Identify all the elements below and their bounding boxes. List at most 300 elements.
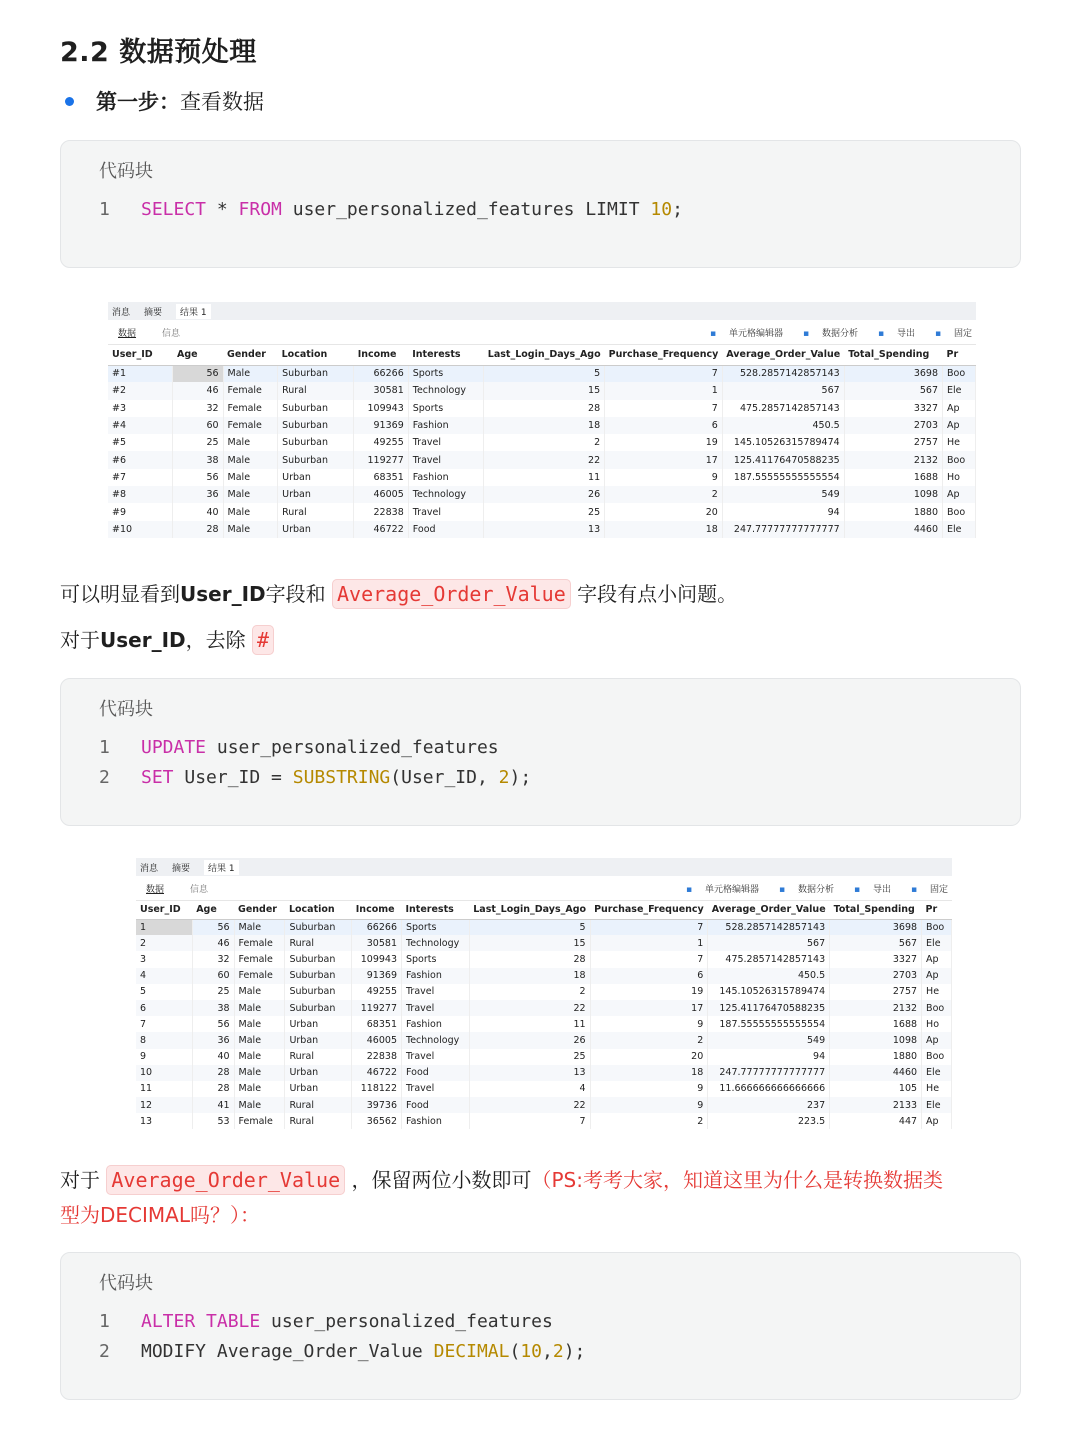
result-tab[interactable]: 摘要	[172, 863, 191, 874]
table-cell[interactable]: 2703	[844, 417, 942, 434]
table-cell[interactable]: Suburban	[278, 417, 354, 434]
table-row[interactable]	[108, 434, 976, 451]
table-cell[interactable]: Male	[234, 919, 285, 935]
table-cell[interactable]: 2	[484, 434, 605, 451]
column-header[interactable]: Age	[192, 901, 234, 919]
table-cell[interactable]: 18	[484, 417, 605, 434]
table-cell[interactable]: 11	[469, 1016, 590, 1032]
table-cell[interactable]: 7	[590, 919, 708, 935]
table-cell[interactable]: 549	[708, 1032, 830, 1048]
column-header[interactable]: Age	[173, 345, 223, 365]
table-cell[interactable]: 25	[192, 984, 234, 1000]
table-cell[interactable]: Female	[234, 968, 285, 984]
table-cell[interactable]: 17	[590, 1000, 708, 1016]
table-cell[interactable]: 18	[469, 968, 590, 984]
table-cell[interactable]: Boo	[922, 919, 952, 935]
table-cell[interactable]: Male	[223, 451, 278, 468]
table-cell[interactable]: 1880	[844, 503, 942, 520]
table-cell[interactable]: Male	[234, 1065, 285, 1081]
table-cell[interactable]: #5	[108, 434, 173, 451]
table-cell[interactable]: Ap	[943, 417, 976, 434]
table-cell[interactable]: 2	[590, 1113, 708, 1129]
table-cell[interactable]: 2757	[830, 984, 922, 1000]
table-cell[interactable]: Ho	[943, 469, 976, 486]
table-cell[interactable]: 32	[173, 400, 223, 417]
table-cell[interactable]: 118122	[352, 1081, 402, 1097]
table-cell[interactable]: 15	[484, 382, 605, 399]
table-cell[interactable]: Female	[234, 951, 285, 967]
table-cell[interactable]: 11.666666666666666	[708, 1081, 830, 1097]
table-cell[interactable]: Rural	[285, 1097, 352, 1113]
table-cell[interactable]: 53	[192, 1113, 234, 1129]
table-cell[interactable]: 1688	[844, 469, 942, 486]
table-cell[interactable]: Suburban	[285, 984, 352, 1000]
table-cell[interactable]: Fashion	[402, 968, 470, 984]
table-cell[interactable]: 4460	[830, 1065, 922, 1081]
table-cell[interactable]: 109943	[352, 951, 402, 967]
table-cell[interactable]: 3327	[830, 951, 922, 967]
table-cell[interactable]: Sports	[402, 919, 470, 935]
table-row[interactable]	[108, 417, 976, 434]
table-cell[interactable]: 125.41176470588235	[708, 1000, 830, 1016]
toolbar-pin-icon-button[interactable]: ▪ 固定	[911, 885, 948, 895]
table-cell[interactable]: 4	[136, 968, 192, 984]
toolbar-chart-icon-button[interactable]: ▪ 数据分析	[779, 885, 834, 895]
table-cell[interactable]: Boo	[943, 503, 976, 520]
table-cell[interactable]: 247.77777777777777	[722, 521, 844, 538]
table-cell[interactable]: 46722	[352, 1065, 402, 1081]
table-cell[interactable]: Technology	[402, 1032, 470, 1048]
table-cell[interactable]: Food	[402, 1065, 470, 1081]
table-cell[interactable]: #4	[108, 417, 173, 434]
table-row[interactable]	[108, 365, 976, 382]
column-header[interactable]: Location	[285, 901, 352, 919]
table-cell[interactable]: 68351	[354, 469, 409, 486]
table-cell[interactable]: Ho	[922, 1016, 952, 1032]
column-header[interactable]: Gender	[234, 901, 285, 919]
table-cell[interactable]: Suburban	[285, 951, 352, 967]
table-cell[interactable]: Ele	[922, 1065, 952, 1081]
table-cell[interactable]: Travel	[408, 503, 484, 520]
table-cell[interactable]: Boo	[943, 451, 976, 468]
table-cell[interactable]: 9	[590, 1097, 708, 1113]
table-cell[interactable]: Sports	[408, 365, 484, 382]
toolbar-chart-icon-button[interactable]: ▪ 数据分析	[803, 329, 858, 339]
table-cell[interactable]: 25	[469, 1049, 590, 1065]
table-cell[interactable]: 68351	[352, 1016, 402, 1032]
table-cell[interactable]: Male	[234, 1032, 285, 1048]
table-cell[interactable]: 7	[605, 365, 723, 382]
table-cell[interactable]: 2	[136, 935, 192, 951]
table-cell[interactable]: 9	[590, 1016, 708, 1032]
table-cell[interactable]: Ap	[922, 968, 952, 984]
table-cell[interactable]: Suburban	[278, 434, 354, 451]
table-cell[interactable]: Rural	[285, 1113, 352, 1129]
table-row[interactable]	[136, 935, 952, 951]
table-cell[interactable]: 105	[830, 1081, 922, 1097]
table-row[interactable]	[136, 1065, 952, 1081]
table-cell[interactable]: Ele	[943, 382, 976, 399]
table-cell[interactable]: 40	[173, 503, 223, 520]
table-cell[interactable]: Urban	[285, 1065, 352, 1081]
table-cell[interactable]: 91369	[352, 968, 402, 984]
table-cell[interactable]: 145.10526315789474	[708, 984, 830, 1000]
column-header[interactable]: Average_Order_Value	[722, 345, 844, 365]
table-cell[interactable]: 9	[136, 1049, 192, 1065]
table-cell[interactable]: He	[922, 984, 952, 1000]
table-cell[interactable]: 6	[136, 1000, 192, 1016]
table-cell[interactable]: 2703	[830, 968, 922, 984]
table-cell[interactable]: 528.2857142857143	[708, 919, 830, 935]
table-row[interactable]	[108, 400, 976, 417]
table-cell[interactable]: 125.41176470588235	[722, 451, 844, 468]
table-cell[interactable]: 7	[590, 951, 708, 967]
column-header[interactable]: Pr	[922, 901, 952, 919]
table-row[interactable]	[108, 469, 976, 486]
table-cell[interactable]: 30581	[352, 935, 402, 951]
table-cell[interactable]: 49255	[352, 984, 402, 1000]
table-cell[interactable]: 13	[469, 1065, 590, 1081]
table-cell[interactable]: Ele	[922, 935, 952, 951]
column-header[interactable]: Purchase_Frequency	[605, 345, 723, 365]
table-cell[interactable]: 12	[136, 1097, 192, 1113]
table-cell[interactable]: 28	[173, 521, 223, 538]
table-cell[interactable]: Ap	[922, 1113, 952, 1129]
table-cell[interactable]: Ap	[922, 951, 952, 967]
table-cell[interactable]: 18	[605, 521, 723, 538]
table-cell[interactable]: Suburban	[285, 919, 352, 935]
table-cell[interactable]: #7	[108, 469, 173, 486]
table-cell[interactable]: 25	[173, 434, 223, 451]
table-cell[interactable]: Fashion	[408, 417, 484, 434]
table-cell[interactable]: 187.55555555555554	[708, 1016, 830, 1032]
column-header[interactable]: Gender	[223, 345, 278, 365]
table-cell[interactable]: 46	[192, 935, 234, 951]
table-cell[interactable]: Male	[234, 1081, 285, 1097]
table-row[interactable]	[136, 984, 952, 1000]
table-cell[interactable]: Sports	[408, 400, 484, 417]
table-row[interactable]	[136, 919, 952, 935]
table-cell[interactable]: Ap	[943, 400, 976, 417]
table-cell[interactable]: Urban	[278, 469, 354, 486]
column-header[interactable]: Average_Order_Value	[708, 901, 830, 919]
table-cell[interactable]: Male	[234, 1049, 285, 1065]
table-cell[interactable]: 46005	[352, 1032, 402, 1048]
table-cell[interactable]: 22	[469, 1097, 590, 1113]
table-cell[interactable]: 1098	[844, 486, 942, 503]
table-row[interactable]	[136, 1081, 952, 1097]
table-cell[interactable]: Suburban	[285, 968, 352, 984]
table-cell[interactable]: Ap	[943, 486, 976, 503]
result-tab[interactable]: 结果 1	[176, 304, 211, 319]
table-cell[interactable]: 46	[173, 382, 223, 399]
table-cell[interactable]: Male	[223, 365, 278, 382]
table-cell[interactable]: 11	[484, 469, 605, 486]
table-cell[interactable]: 3698	[844, 365, 942, 382]
column-header[interactable]: Income	[352, 901, 402, 919]
table-cell[interactable]: 10	[136, 1065, 192, 1081]
table-cell[interactable]: 49255	[354, 434, 409, 451]
table-cell[interactable]: Male	[234, 984, 285, 1000]
table-cell[interactable]: 447	[830, 1113, 922, 1129]
table-cell[interactable]: 3698	[830, 919, 922, 935]
table-cell[interactable]: Female	[223, 382, 278, 399]
toolbar-edit-icon-button[interactable]: ▪ 单元格编辑器	[686, 885, 759, 895]
column-header[interactable]: Total_Spending	[830, 901, 922, 919]
table-cell[interactable]: 94	[722, 503, 844, 520]
table-cell[interactable]: 22838	[352, 1049, 402, 1065]
table-cell[interactable]: 36	[192, 1032, 234, 1048]
table-cell[interactable]: 5	[484, 365, 605, 382]
subtab[interactable]: 数据	[146, 884, 165, 895]
table-cell[interactable]: 28	[469, 951, 590, 967]
table-cell[interactable]: Rural	[278, 503, 354, 520]
table-cell[interactable]: 549	[722, 486, 844, 503]
table-cell[interactable]: Male	[223, 503, 278, 520]
table-cell[interactable]: Food	[408, 521, 484, 538]
table-cell[interactable]: 15	[469, 935, 590, 951]
table-cell[interactable]: 2	[469, 984, 590, 1000]
table-cell[interactable]: 66266	[352, 919, 402, 935]
table-cell[interactable]: Fashion	[402, 1016, 470, 1032]
table-cell[interactable]: 36562	[352, 1113, 402, 1129]
table-cell[interactable]: Food	[402, 1097, 470, 1113]
table-cell[interactable]: Travel	[408, 434, 484, 451]
table-cell[interactable]: 9	[590, 1081, 708, 1097]
table-cell[interactable]: 475.2857142857143	[722, 400, 844, 417]
table-cell[interactable]: 19	[605, 434, 723, 451]
result-tab[interactable]: 消息	[112, 307, 131, 318]
table-cell[interactable]: #10	[108, 521, 173, 538]
table-cell[interactable]: 1880	[830, 1049, 922, 1065]
table-cell[interactable]: 2	[605, 486, 723, 503]
table-cell[interactable]: Ap	[922, 1032, 952, 1048]
table-cell[interactable]: 26	[469, 1032, 590, 1048]
table-cell[interactable]: 13	[136, 1113, 192, 1129]
table-cell[interactable]: 39736	[352, 1097, 402, 1113]
table-cell[interactable]: Urban	[285, 1032, 352, 1048]
table-cell[interactable]: 6	[605, 417, 723, 434]
table-cell[interactable]: #3	[108, 400, 173, 417]
column-header[interactable]: Pr	[943, 345, 976, 365]
table-cell[interactable]: Male	[223, 469, 278, 486]
table-cell[interactable]: 1688	[830, 1016, 922, 1032]
table-cell[interactable]: 20	[605, 503, 723, 520]
table-cell[interactable]: 567	[830, 935, 922, 951]
table-cell[interactable]: 567	[708, 935, 830, 951]
table-cell[interactable]: 19	[590, 984, 708, 1000]
table-cell[interactable]: Female	[223, 417, 278, 434]
table-cell[interactable]: 56	[192, 919, 234, 935]
table-cell[interactable]: 475.2857142857143	[708, 951, 830, 967]
table-cell[interactable]: Ele	[922, 1097, 952, 1113]
table-cell[interactable]: 18	[590, 1065, 708, 1081]
table-cell[interactable]: 56	[192, 1016, 234, 1032]
table-cell[interactable]: Travel	[408, 451, 484, 468]
toolbar-edit-icon-button[interactable]: ▪ 单元格编辑器	[710, 329, 783, 339]
table-cell[interactable]: Urban	[278, 486, 354, 503]
table-cell[interactable]: 528.2857142857143	[722, 365, 844, 382]
table-cell[interactable]: Urban	[278, 521, 354, 538]
table-cell[interactable]: 567	[722, 382, 844, 399]
table-cell[interactable]: 56	[173, 365, 223, 382]
table-cell[interactable]: Suburban	[285, 1000, 352, 1016]
table-cell[interactable]: 109943	[354, 400, 409, 417]
column-header[interactable]: Income	[354, 345, 409, 365]
table-cell[interactable]: 1098	[830, 1032, 922, 1048]
table-cell[interactable]: 22	[484, 451, 605, 468]
table-cell[interactable]: 30581	[354, 382, 409, 399]
table-cell[interactable]: #8	[108, 486, 173, 503]
column-header[interactable]: Total_Spending	[844, 345, 942, 365]
table-cell[interactable]: Technology	[408, 382, 484, 399]
table-row[interactable]	[108, 521, 976, 538]
table-cell[interactable]: 41	[192, 1097, 234, 1113]
subtab[interactable]: 数据	[118, 328, 137, 339]
table-cell[interactable]: 91369	[354, 417, 409, 434]
table-cell[interactable]: #1	[108, 365, 173, 382]
table-cell[interactable]: 4460	[844, 521, 942, 538]
table-cell[interactable]: 13	[484, 521, 605, 538]
table-row[interactable]	[108, 382, 976, 399]
table-cell[interactable]: 1	[136, 919, 192, 935]
column-header[interactable]: Location	[278, 345, 354, 365]
table-row[interactable]	[136, 1032, 952, 1048]
table-row[interactable]	[108, 486, 976, 503]
table-cell[interactable]: 60	[173, 417, 223, 434]
result-tab[interactable]: 结果 1	[204, 860, 239, 875]
table-cell[interactable]: Travel	[402, 984, 470, 1000]
column-header[interactable]: Purchase_Frequency	[590, 901, 708, 919]
table-cell[interactable]: 450.5	[722, 417, 844, 434]
result-tab[interactable]: 消息	[140, 863, 159, 874]
table-cell[interactable]: 46722	[354, 521, 409, 538]
table-cell[interactable]: Boo	[943, 365, 976, 382]
table-cell[interactable]: 17	[605, 451, 723, 468]
table-cell[interactable]: 32	[192, 951, 234, 967]
table-cell[interactable]: 46005	[354, 486, 409, 503]
table-row[interactable]	[136, 1049, 952, 1065]
table-cell[interactable]: 7	[469, 1113, 590, 1129]
table-cell[interactable]: 66266	[354, 365, 409, 382]
table-cell[interactable]: 187.55555555555554	[722, 469, 844, 486]
table-row[interactable]	[108, 451, 976, 468]
table-cell[interactable]: He	[943, 434, 976, 451]
subtab[interactable]: 信息	[190, 884, 209, 895]
table-cell[interactable]: 2	[590, 1032, 708, 1048]
result-tab[interactable]: 摘要	[144, 307, 163, 318]
table-row[interactable]	[136, 1016, 952, 1032]
table-cell[interactable]: 223.5	[708, 1113, 830, 1129]
table-cell[interactable]: Fashion	[408, 469, 484, 486]
table-cell[interactable]: Urban	[285, 1016, 352, 1032]
column-header[interactable]: User_ID	[136, 901, 192, 919]
table-cell[interactable]: #6	[108, 451, 173, 468]
table-cell[interactable]: 237	[708, 1097, 830, 1113]
column-header[interactable]: Interests	[402, 901, 470, 919]
table-cell[interactable]: 7	[605, 400, 723, 417]
table-cell[interactable]: Suburban	[278, 400, 354, 417]
table-cell[interactable]: Rural	[285, 1049, 352, 1065]
table-row[interactable]	[136, 1113, 952, 1129]
toolbar-export-icon-button[interactable]: ▪ 导出	[878, 329, 915, 339]
table-cell[interactable]: Male	[223, 486, 278, 503]
table-cell[interactable]: 25	[484, 503, 605, 520]
table-cell[interactable]: Suburban	[278, 365, 354, 382]
table-cell[interactable]: 9	[605, 469, 723, 486]
table-cell[interactable]: 145.10526315789474	[722, 434, 844, 451]
table-cell[interactable]: Female	[223, 400, 278, 417]
table-cell[interactable]: 3	[136, 951, 192, 967]
table-cell[interactable]: 26	[484, 486, 605, 503]
column-header[interactable]: Interests	[408, 345, 484, 365]
table-cell[interactable]: 5	[469, 919, 590, 935]
table-cell[interactable]: Male	[234, 1097, 285, 1113]
table-cell[interactable]: 3327	[844, 400, 942, 417]
table-cell[interactable]: Female	[234, 1113, 285, 1129]
table-cell[interactable]: 8	[136, 1032, 192, 1048]
table-cell[interactable]: 1	[605, 382, 723, 399]
column-header[interactable]: Last_Login_Days_Ago	[469, 901, 590, 919]
table-cell[interactable]: 2132	[844, 451, 942, 468]
table-cell[interactable]: 2757	[844, 434, 942, 451]
table-cell[interactable]: 119277	[352, 1000, 402, 1016]
table-cell[interactable]: 450.5	[708, 968, 830, 984]
table-cell[interactable]: 38	[192, 1000, 234, 1016]
table-cell[interactable]: 11	[136, 1081, 192, 1097]
table-row[interactable]	[136, 968, 952, 984]
table-cell[interactable]: Male	[234, 1000, 285, 1016]
table-cell[interactable]: Technology	[402, 935, 470, 951]
table-cell[interactable]: 247.77777777777777	[708, 1065, 830, 1081]
table-cell[interactable]: 119277	[354, 451, 409, 468]
table-cell[interactable]: #2	[108, 382, 173, 399]
table-cell[interactable]: 5	[136, 984, 192, 1000]
table-cell[interactable]: Travel	[402, 1081, 470, 1097]
table-cell[interactable]: 22838	[354, 503, 409, 520]
table-row[interactable]	[136, 951, 952, 967]
table-cell[interactable]: 56	[173, 469, 223, 486]
table-cell[interactable]: 28	[192, 1081, 234, 1097]
table-row[interactable]	[108, 503, 976, 520]
table-cell[interactable]: 6	[590, 968, 708, 984]
table-cell[interactable]: Rural	[285, 935, 352, 951]
table-cell[interactable]: 2132	[830, 1000, 922, 1016]
toolbar-pin-icon-button[interactable]: ▪ 固定	[935, 329, 972, 339]
table-cell[interactable]: 4	[469, 1081, 590, 1097]
table-cell[interactable]: Male	[223, 434, 278, 451]
table-cell[interactable]: 28	[484, 400, 605, 417]
table-cell[interactable]: 567	[844, 382, 942, 399]
table-cell[interactable]: Boo	[922, 1049, 952, 1065]
table-cell[interactable]: Sports	[402, 951, 470, 967]
table-cell[interactable]: 38	[173, 451, 223, 468]
table-cell[interactable]: 22	[469, 1000, 590, 1016]
table-cell[interactable]: 20	[590, 1049, 708, 1065]
table-cell[interactable]: #9	[108, 503, 173, 520]
table-cell[interactable]: Suburban	[278, 451, 354, 468]
table-cell[interactable]: Travel	[402, 1000, 470, 1016]
table-cell[interactable]: Urban	[285, 1081, 352, 1097]
table-cell[interactable]: 1	[590, 935, 708, 951]
table-cell[interactable]: 94	[708, 1049, 830, 1065]
table-cell[interactable]: Travel	[402, 1049, 470, 1065]
table-cell[interactable]: Male	[234, 1016, 285, 1032]
table-cell[interactable]: 60	[192, 968, 234, 984]
table-cell[interactable]: Female	[234, 935, 285, 951]
column-header[interactable]: Last_Login_Days_Ago	[484, 345, 605, 365]
table-cell[interactable]: He	[922, 1081, 952, 1097]
